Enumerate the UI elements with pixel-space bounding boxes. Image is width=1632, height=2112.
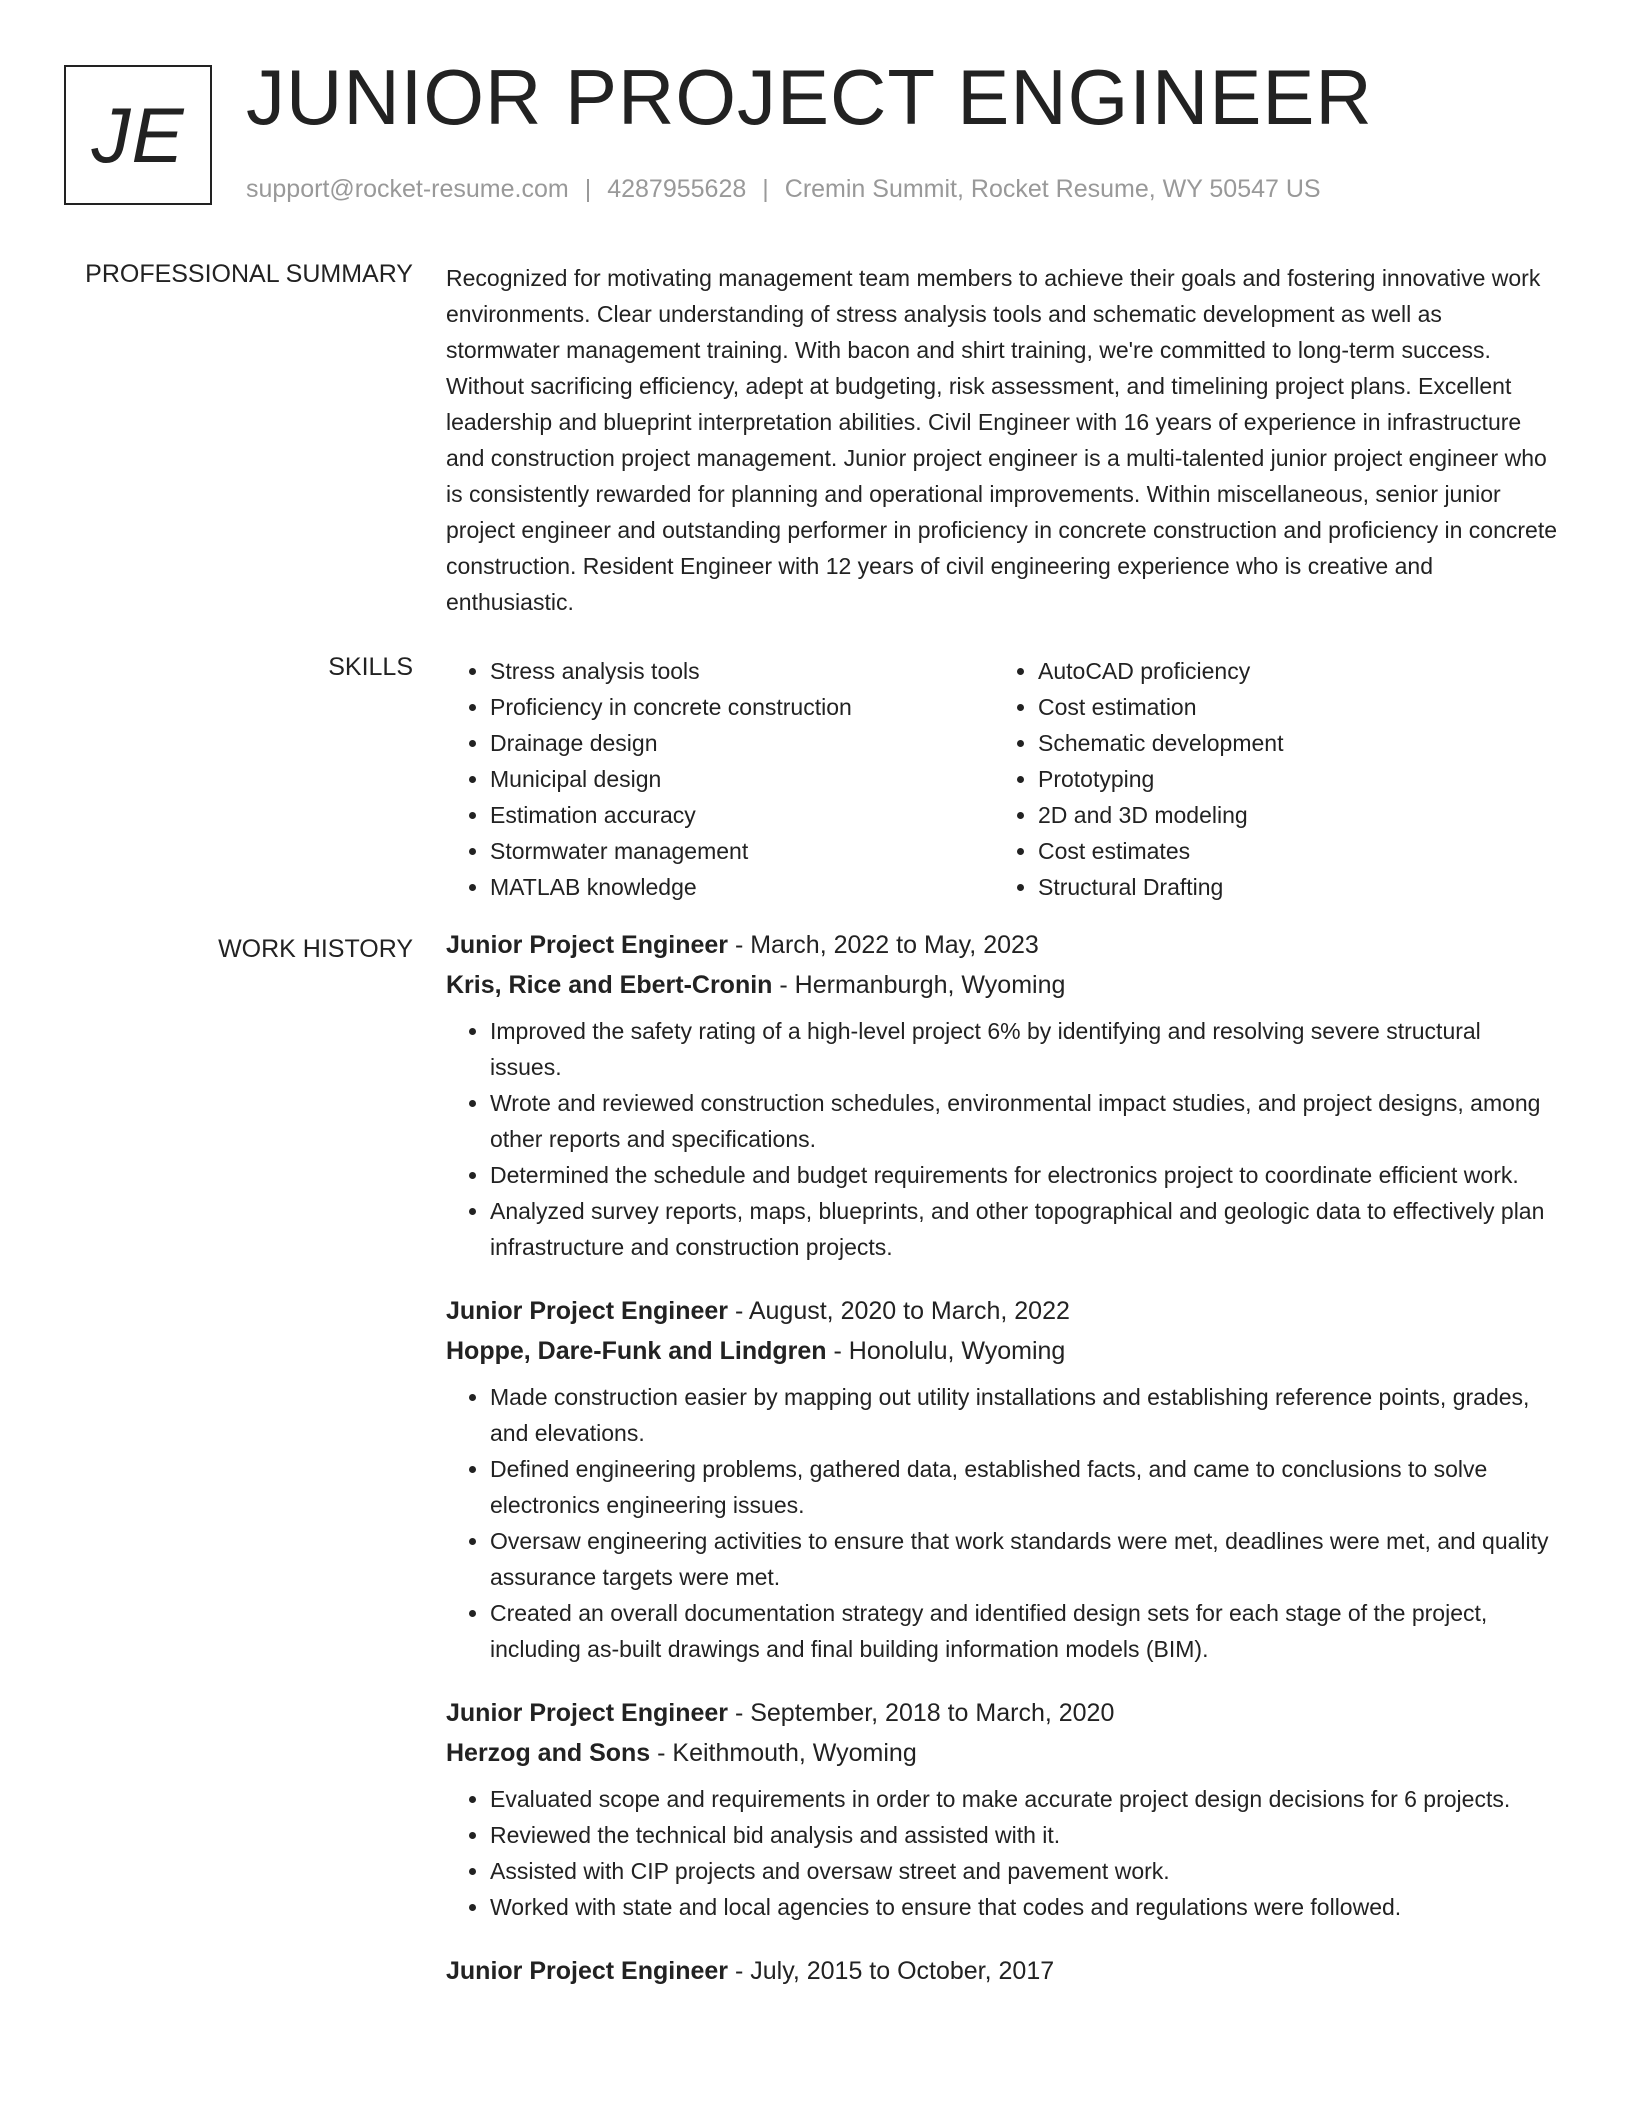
job-bullet: • Defined engineering problems, gathered data, established facts, and came to conclusions to solve electronics engineering issues. bbox=[490, 1451, 1558, 1523]
job-bullet: • Improved the safety rating of a high-level project 6% by identifying and resolving severe structural issues. bbox=[490, 1013, 1558, 1085]
job-entry bbox=[446, 925, 1558, 1265]
job-title: Junior Project Engineer bbox=[446, 1297, 729, 1325]
job-company: Kris, Rice and Ebert-Cronin bbox=[446, 971, 773, 999]
skill-item: • Stress analysis tools bbox=[490, 653, 994, 689]
job-bullet: • Reviewed the technical bid analysis and assisted with it. bbox=[490, 1817, 1558, 1853]
job-title-line bbox=[446, 1291, 1558, 1331]
job-dates: - July, 2015 to October, 2017 bbox=[728, 1957, 1055, 1985]
skill-item: • Drainage design bbox=[490, 725, 994, 761]
monogram-box bbox=[64, 65, 212, 205]
skill-item: • Cost estimates bbox=[1038, 833, 1542, 869]
skill-item: • Municipal design bbox=[490, 761, 994, 797]
skill-item: • Structural Drafting bbox=[1038, 869, 1542, 905]
skill-item: • Estimation accuracy bbox=[490, 797, 994, 833]
job-dates: - March, 2022 to May, 2023 bbox=[728, 931, 1039, 959]
work-history-heading: WORK HISTORY bbox=[218, 935, 413, 963]
skills-list-right bbox=[994, 653, 1542, 905]
job-company-line bbox=[446, 965, 1558, 1005]
skills-list-left bbox=[446, 653, 994, 905]
job-title-line bbox=[446, 1693, 1558, 1733]
contact-address: Cremin Summit, Rocket Resume, WY 50547 US bbox=[784, 175, 1321, 203]
skill-item: • Prototyping bbox=[1038, 761, 1542, 797]
job-company-line bbox=[446, 1331, 1558, 1371]
skill-item: • 2D and 3D modeling bbox=[1038, 797, 1542, 833]
skill-item: • AutoCAD proficiency bbox=[1038, 653, 1542, 689]
contact-phone: 4287955628 bbox=[607, 175, 747, 203]
job-location: - Keithmouth, Wyoming bbox=[650, 1739, 917, 1767]
job-entry bbox=[446, 1951, 1558, 1991]
job-bullet: • Determined the schedule and budget requirements for electronics project to coordinate efficient work. bbox=[490, 1157, 1558, 1193]
job-bullets bbox=[446, 1781, 1558, 1925]
job-entry bbox=[446, 1291, 1558, 1667]
job-bullet: • Made construction easier by mapping out utility installations and establishing reference points, grades, and elevations. bbox=[490, 1379, 1558, 1451]
contact-separator: | bbox=[584, 175, 592, 203]
job-dates: - August, 2020 to March, 2022 bbox=[728, 1297, 1070, 1325]
skill-item: • Stormwater management bbox=[490, 833, 994, 869]
job-bullets bbox=[446, 1013, 1558, 1265]
skill-item: • MATLAB knowledge bbox=[490, 869, 994, 905]
job-bullet: • Oversaw engineering activities to ensure that work standards were met, deadlines were met, and quality assurance targets were met. bbox=[490, 1523, 1558, 1595]
skills-heading: SKILLS bbox=[328, 653, 413, 681]
job-title-line bbox=[446, 925, 1558, 965]
job-title: Junior Project Engineer bbox=[446, 1699, 729, 1727]
monogram-initials: JE bbox=[91, 90, 185, 179]
job-title-line bbox=[446, 1951, 1558, 1991]
skill-item: • Schematic development bbox=[1038, 725, 1542, 761]
job-bullet: • Assisted with CIP projects and oversaw street and pavement work. bbox=[490, 1853, 1558, 1889]
job-title: Junior Project Engineer bbox=[446, 1957, 729, 1985]
job-bullet: • Wrote and reviewed construction schedules, environmental impact studies, and project designs, among other reports and specifications. bbox=[490, 1085, 1558, 1157]
job-location: - Hermanburgh, Wyoming bbox=[772, 971, 1066, 999]
summary-text: Recognized for motivating management team members to achieve their goals and fostering innovative work environments. Clear understanding of stress analysis tools and schematic development as well as stormwater management training. With bacon and shirt training, we're committed to long-term success. Without sacrificing efficiency, adept at budgeting, risk assessment, and timelining project plans. Excellent leadership and blueprint interpretation abilities. Civil Engineer with 16 years of experience in infrastructure and construction project management. Junior project engineer is a multi-talented junior project engineer who is consistently rewarded for planning and operational improvements. Within miscellaneous, senior junior project engineer and outstanding performer in proficiency in concrete construction and proficiency in concrete construction. Resident Engineer with 12 years of civil engineering experience who is creative and enthusiastic. bbox=[446, 265, 1558, 615]
job-location: - Honolulu, Wyoming bbox=[826, 1337, 1066, 1365]
job-bullets bbox=[446, 1379, 1558, 1667]
contact-line bbox=[246, 175, 1321, 204]
job-entry bbox=[446, 1693, 1558, 1925]
job-bullet: • Worked with state and local agencies to ensure that codes and regulations were followed. bbox=[490, 1889, 1558, 1925]
job-bullet: • Created an overall documentation strategy and identified design sets for each stage of the project, including as-built drawings and final building information models (BIM). bbox=[490, 1595, 1558, 1667]
job-dates: - September, 2018 to March, 2020 bbox=[728, 1699, 1115, 1727]
job-company: Hoppe, Dare-Funk and Lindgren bbox=[446, 1337, 827, 1365]
contact-email: support@rocket-resume.com bbox=[246, 175, 569, 203]
job-title: Junior Project Engineer bbox=[446, 931, 729, 959]
job-company: Herzog and Sons bbox=[446, 1739, 651, 1767]
skill-item: • Proficiency in concrete construction bbox=[490, 689, 994, 725]
summary-heading: PROFESSIONAL SUMMARY bbox=[85, 260, 413, 288]
job-bullet: • Evaluated scope and requirements in order to make accurate project design decisions for 6 projects. bbox=[490, 1781, 1558, 1817]
resume-title: JUNIOR PROJECT ENGINEER bbox=[246, 53, 1373, 141]
contact-separator: | bbox=[762, 175, 769, 203]
job-company-line bbox=[446, 1733, 1558, 1773]
skill-item: • Cost estimation bbox=[1038, 689, 1542, 725]
job-bullet: • Analyzed survey reports, maps, blueprints, and other topographical and geologic data to effectively plan infrastructure and construction projects. bbox=[490, 1193, 1558, 1265]
